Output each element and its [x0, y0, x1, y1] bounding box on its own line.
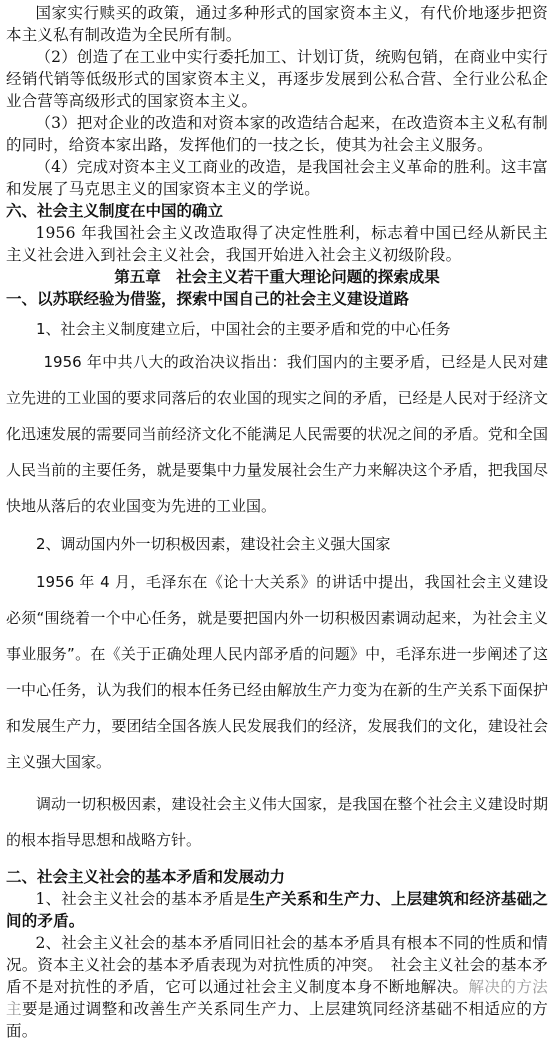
- subheading-1: 1、社会主义制度建立后，中国社会的主要矛盾和党的中心任务: [36, 320, 451, 338]
- list-item-2: （2）创造了在工业中实行委托加工、计划订货，统购包销，在商业中实行经销代销等低级形式的国家资本主义，再逐步发展到公私合营、全行业公私企业合营等高级形式的国家资本主义。: [6, 48, 548, 110]
- list-item-4: （4）完成对资本主义工商业的改造，是我国社会主义革命的胜利。这丰富和发展了马克思主义的国家资本主义的学说。: [6, 158, 548, 198]
- item-b1-bold-text: 生产关系和生产力、上层建筑和经济基础之间的矛盾。: [6, 889, 548, 930]
- paragraph-eighth-congress: 1956 年中共八大的政治决议指出：我们国内的主要矛盾，已经是人民对建立先进的工业国的要求同落后的农业国的现实之间的矛盾，已经是人民对于经济文化迅速发展的需要同当前经济文化不能满足人民需要的状况之间的矛盾。党和全国人民当前的主要任务，就是要集中力量发展社会生产力来解决这个矛盾，把我国尽快地从落后的农业国变为先进的工业国。: [6, 353, 548, 515]
- paragraph-mobilize: 调动一切积极因素，建设社会主义伟大国家，是我国在整个社会主义建设时期的根本指导思想和战略方针。: [6, 795, 548, 849]
- section-heading-2: 二、社会主义社会的基本矛盾和发展动力: [6, 868, 286, 886]
- list-item-b1: [6, 888, 548, 932]
- item-b2-text-end: 要是通过调整和改善生产关系同生产力、上层建筑同经济基础不相适应的方面。: [6, 1000, 548, 1040]
- item-b2-faded-text: 解决的方法主: [6, 978, 548, 1018]
- list-item-b2: [6, 932, 548, 1042]
- item-b1-text: 1、社会主义社会的基本矛盾是: [35, 890, 250, 908]
- paragraph-intro: 国家实行赎买的政策，通过多种形式的国家资本主义，有代价地逐步把资本主义私有制改造为全民所有制。: [6, 4, 548, 44]
- list-item-3: （3）把对企业的改造和对资本家的改造结合起来，在改造资本主义私有制的同时，给资本家出路，发挥他们的一技之长，使其为社会主义服务。: [6, 114, 548, 154]
- item-b2-text: 2、社会主义社会的基本矛盾同旧社会的基本矛盾具有根本不同的性质和情况。资本主义社会的基本矛盾表现为对抗性质的冲突。 社会主义社会的基本矛盾不是对抗性的矛盾，它可以通过社会主义制度本身不断地解决。: [6, 934, 548, 996]
- section-heading-1: 一、以苏联经验为借鉴，探索中国自己的社会主义建设道路: [6, 290, 410, 308]
- section-heading-6: 六、社会主义制度在中国的确立: [6, 202, 224, 220]
- paragraph-1956: 1956 年我国社会主义改造取得了决定性胜利，标志着中国已经从新民主主义社会进入到社会主义社会，我国开始进入社会主义初级阶段。: [6, 224, 548, 264]
- subheading-2: 2、调动国内外一切积极因素，建设社会主义强大国家: [36, 535, 391, 553]
- chapter-title: 第五章 社会主义若干重大理论问题的探索成果: [114, 268, 440, 286]
- paragraph-ten-relations: 1956 年 4 月，毛泽东在《论十大关系》的讲话中提出，我国社会主义建设必须“围绕着一个中心任务，就是要把国内外一切积极因素调动起来，为社会主义事业服务”。在《关于正确处理人民内部矛盾的问题》中，毛泽东进一步阐述了这一中心任务，认为我们的根本任务已经由解放生产力变为在新的生产关系下面保护和发展生产力，要团结全国各族人民发展我们的经济，发展我们的文化，建设社会主义强大国家。: [6, 573, 548, 771]
